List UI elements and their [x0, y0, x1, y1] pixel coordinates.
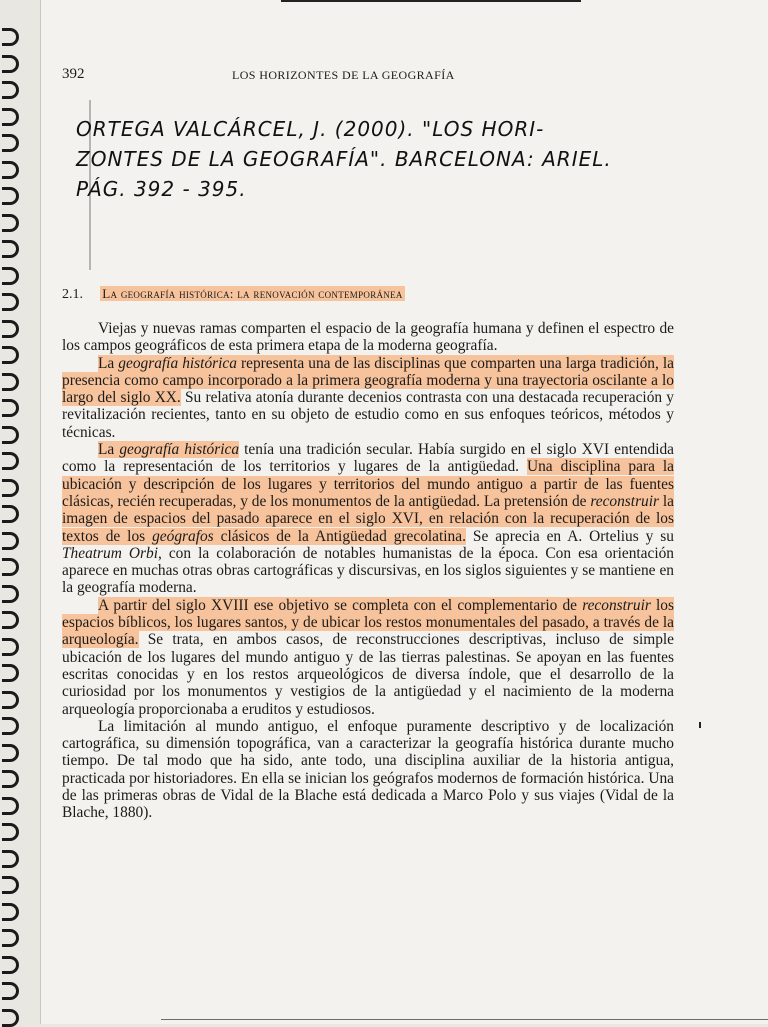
text-segment: , con la colaboración de notables humanistas de la época. Con esa orientación aparece en muchas otras obras cartográficas y discursivas, en los siglos siguientes y se mantiene en la geografía moderna. — [62, 544, 674, 597]
binding-ring — [2, 903, 19, 921]
highlighted-text: clásicos de la Antigüedad grecolatina. — [213, 527, 466, 545]
binding-ring — [2, 134, 19, 152]
binding-ring — [2, 399, 19, 417]
binding-ring — [2, 55, 19, 73]
binding-ring — [2, 161, 19, 179]
handwritten-line: ZONTES DE LA GEOGRAFÍA". BARCELONA: ARIEL. — [76, 147, 612, 171]
page-number: 392 — [62, 66, 85, 82]
running-title: LOS HORIZONTES DE LA GEOGRAFÍA — [232, 68, 455, 82]
handwritten-line: PÁG. 392 - 395. — [76, 177, 247, 201]
binding-ring — [2, 452, 19, 470]
highlighted-text: A partir del siglo XVIII ese objetivo se completa con el complementario de — [98, 596, 583, 614]
binding-ring — [2, 214, 19, 232]
binding-ring — [2, 28, 19, 46]
binding-ring — [2, 187, 19, 205]
binding-ring — [2, 532, 19, 550]
binding-ring — [2, 956, 19, 974]
highlighted-text: geógrafos — [152, 527, 214, 545]
paragraph — [62, 718, 674, 822]
binding-ring — [2, 426, 19, 444]
binding-ring — [2, 744, 19, 762]
text-segment: Theatrum Orbi — [62, 544, 158, 562]
scan-edge-top — [281, 0, 581, 2]
highlighted-text: la imagen de espacios del pasado aparece en el siglo XVI, en relación con la recuperación de los textos de los — [62, 492, 674, 545]
binding-ring — [2, 293, 19, 311]
paragraph — [62, 597, 674, 718]
binding-ring — [2, 797, 19, 815]
highlighted-text: reconstruir — [590, 492, 660, 510]
paragraph — [62, 355, 674, 441]
binding-ring — [2, 638, 19, 656]
highlighted-text: representa una de las disciplinas que comparten una larga tradición, la presencia como campo incorporado a la primera geografía moderna y una trayectoria oscilante a lo largo del siglo XX. — [62, 354, 675, 407]
text-segment: Se trata, en ambos casos, de reconstrucciones descriptivas, incluso de simple ubicación de los lugares del mundo antiguo y de las tierras palestinas. Se apoyan en las fuentes escritas conocidas y en los restos arqueológicos de diversa índole, que el desarrollo de la curiosidad por los monumentos y vestigios de la antigüedad y el nacimiento de la moderna arqueología proporcionaba a eruditos y estudiosos. — [62, 631, 674, 718]
binding-ring — [2, 664, 19, 682]
binding-ring — [2, 850, 19, 868]
binding-ring — [2, 770, 19, 788]
binding-ring — [2, 691, 19, 709]
text-segment: Su relativa atonía durante decenios contrasta con una destacada recuperación y revitalización recientes, tanto en su objeto de estudio como en sus enfoques teóricos, métodos y técnicas. — [62, 389, 674, 441]
handwritten-citation — [76, 114, 686, 204]
highlighted-text: La — [98, 354, 119, 372]
binding-ring — [2, 479, 19, 497]
binding-ring — [2, 611, 19, 629]
paragraph — [62, 441, 674, 597]
text-segment: La limitación al mundo antiguo, el enfoque puramente descriptivo y de localización cartográfica, su dimensión topográfica, van a caracterizar la geografía histórica durante mucho tiempo. De tal modo que ha sido, ante todo, una disciplina auxiliar de la historia antigua, practicada por historiadores. En ella se inician los geógrafos modernos de formación histórica. Una de las primeras obras de Vidal de la Blache está dedicada a Marco Polo y sus viajes (Vidal de la Blache, 1880). — [62, 717, 674, 822]
paragraph — [62, 320, 674, 355]
section-title: La geografía histórica: la renovación contemporánea — [102, 286, 403, 301]
binding-ring — [2, 320, 19, 338]
body-text — [62, 320, 674, 822]
highlighted-text: los espacios bíblicos, los lugares santos, y de ubicar los restos monumentales del pasado, a través de la arqueología. — [62, 596, 674, 649]
binding-ring — [2, 373, 19, 391]
highlighted-text: geografía histórica — [118, 354, 237, 372]
highlighted-text: reconstruir — [582, 596, 651, 614]
binding-ring — [2, 823, 19, 841]
text-segment: Se aprecia en A. Ortelius y su — [465, 527, 674, 545]
highlighted-text: La — [98, 441, 120, 459]
scan-edge-bottom — [161, 1019, 768, 1020]
spiral-binding — [0, 0, 40, 1024]
handwritten-line: ORTEGA VALCÁRCEL, J. (2000). "LOS HORI- — [76, 117, 545, 141]
binding-ring — [2, 505, 19, 523]
binding-ring — [2, 240, 19, 258]
section-heading — [62, 286, 405, 303]
margin-mark — [699, 722, 701, 728]
highlighted-text: geografía histórica — [119, 441, 240, 459]
binding-ring — [2, 876, 19, 894]
highlighted-text: Una disciplina para la ubicación y descripción de los lugares y territorios del mundo antiguo a partir de las fuentes clásicas, recién recuperadas, y de los monumentos de la antigüedad. La pretensión de — [62, 458, 674, 510]
binding-ring — [2, 108, 19, 126]
binding-ring — [2, 267, 19, 285]
binding-ring — [2, 346, 19, 364]
section-number: 2.1. — [62, 287, 83, 302]
binding-ring — [2, 929, 19, 947]
binding-ring — [2, 717, 19, 735]
text-segment: Viejas y nuevas ramas comparten el espacio de la geografía humana y definen el espectro de los campos geográficos de esta primera etapa de la moderna geografía. — [62, 320, 674, 355]
binding-ring — [2, 558, 19, 576]
text-segment: tenía una tradición secular. Había surgido en el siglo XVI entendida como la representación de los territorios y lugares de la antigüedad. — [62, 441, 674, 476]
binding-ring — [2, 982, 19, 1000]
binding-ring — [2, 585, 19, 603]
binding-ring — [2, 81, 19, 99]
